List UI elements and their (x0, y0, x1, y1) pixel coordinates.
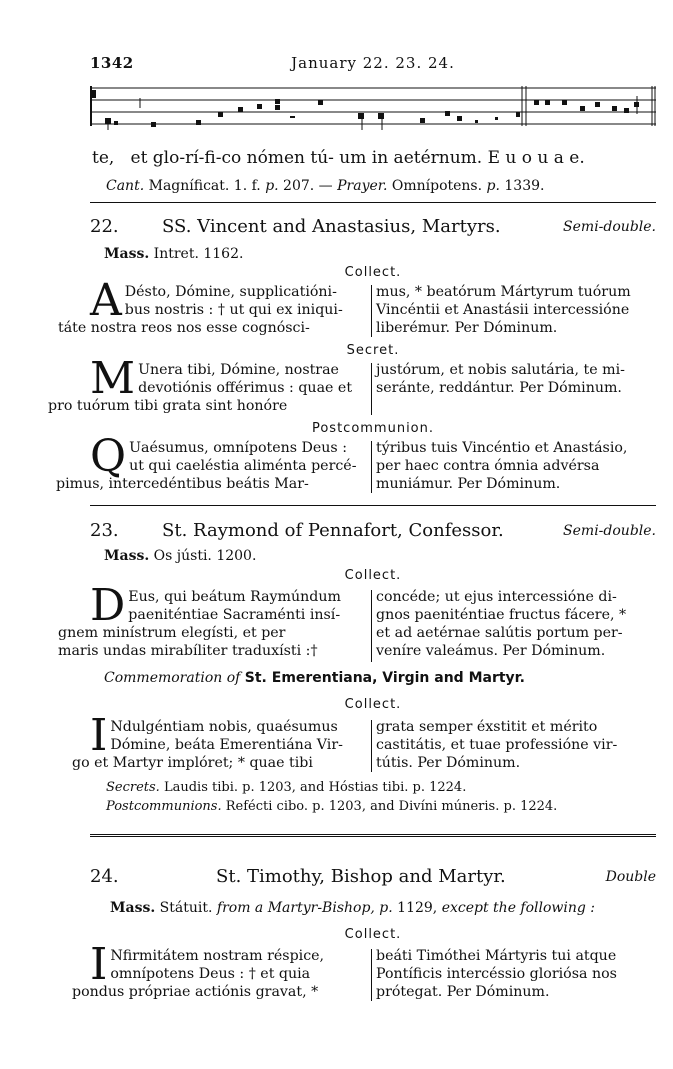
text-line: et ad aetérnae salútis portum per- (376, 625, 623, 641)
text-line: pro tuórum tibi grata sint honóre (48, 398, 288, 414)
mass-label: Mass. (110, 900, 156, 916)
text-line: bus nostris : † ut qui ex iniqui- (124, 302, 343, 318)
postcommunions-label: Postcommunions. (106, 799, 222, 814)
mass-italic: from a Martyr-Bishop, p. (216, 900, 398, 916)
prayer-label: Prayer. (337, 178, 388, 194)
canticle-line (106, 178, 544, 194)
mass-label: Mass. (104, 548, 150, 564)
collect-right-column (376, 718, 656, 772)
cant-page: 207. — (278, 178, 338, 194)
text-line: Pontíficis intercéssio gloriósa nos (376, 966, 617, 982)
text-line: Unera tibi, Dómine, nostrae (138, 362, 339, 378)
page-header (90, 54, 656, 74)
text-line: beáti Timóthei Mártyris tui atque (376, 948, 617, 964)
text-line: Uaésumus, omnípotens Deus : (129, 440, 347, 456)
text-line: liberémur. Per Dóminum. (376, 320, 558, 336)
column-divider (371, 285, 372, 337)
feast-number: 24. (90, 866, 119, 887)
running-title: January 22. 23. 24. (291, 54, 455, 72)
prayer-p: p. (486, 178, 500, 194)
feast-rank: Semi-double. (563, 219, 656, 235)
chant-lyrics: te, et glo-rí-fi-co nómen tú- um in aetérnum. E u o u a e. (92, 148, 585, 168)
chant-staff (90, 82, 656, 130)
postcommunion-22 (56, 431, 656, 495)
secrets-label: Secrets. (106, 780, 160, 795)
mass-page: 1129, (397, 900, 442, 916)
text-line: Eus, qui beátum Raymúndum (128, 589, 341, 605)
initial-letter: Q (90, 431, 127, 482)
text-line: Désto, Dómine, supplicatióni- (124, 284, 337, 300)
initial-letter: D (90, 580, 126, 631)
secrets-line (106, 780, 466, 795)
secrets-text: Laudis tibi. p. 1203, and Hóstias tibi. p. 1224. (159, 780, 467, 795)
secret-heading: Secret. (346, 343, 400, 358)
collect-left-column (72, 710, 366, 772)
feast-number: 22. (90, 216, 119, 237)
text-line: devotiónis offérimus : quae et (138, 380, 353, 396)
mass-italic-2: except the following : (441, 900, 596, 916)
mass-line-23 (104, 548, 256, 564)
initial-letter: I (90, 710, 108, 761)
text-line: muniámur. Per Dóminum. (376, 476, 561, 492)
text-line: concéde; ut ejus intercessióne di- (376, 589, 617, 605)
column-divider (371, 949, 372, 1001)
feast-rank: Double (605, 869, 656, 885)
text-line: grata semper éxstitit et mérito (376, 719, 598, 735)
section-divider-double (90, 834, 656, 837)
text-line: paeniténtiae Sacraménti insí- (128, 607, 341, 623)
collect-23 (58, 580, 656, 664)
text-line: castitátis, et tuae professióne vir- (376, 737, 618, 753)
column-divider (371, 363, 372, 415)
mass-text: Os jústi. 1200. (149, 548, 257, 564)
postcommunions-text: Refécti cibo. p. 1203, and Divíni múneris. p. 1224. (221, 799, 558, 814)
commemoration-label: Commemoration of (104, 670, 245, 686)
text-line: seránte, reddántur. Per Dóminum. (376, 380, 622, 396)
text-line: gnos paeniténtiae fructus fácere, * (376, 607, 627, 623)
collect-heading: Collect. (344, 265, 402, 280)
collect-right-column (376, 588, 656, 660)
text-line: Nfirmitátem nostram réspice, (110, 948, 325, 964)
page-number: 1342 (90, 54, 134, 72)
text-line: týribus tuis Vincéntio et Anastásio, (376, 440, 628, 456)
text-line: tútis. Per Dóminum. (376, 755, 521, 771)
text-line: justórum, et nobis salutária, te mi- (376, 362, 625, 378)
text-line: go et Martyr implóret; * quae tibi (72, 755, 313, 771)
text-line: gnem minístrum elegísti, et per (58, 625, 286, 641)
secret-right-column (376, 361, 656, 397)
text-line: Ndulgéntiam nobis, quaésumus (110, 719, 338, 735)
text-line: per haec contra ómnia advérsa (376, 458, 600, 474)
collect-left-column (58, 580, 366, 660)
section-divider (90, 505, 656, 506)
feast-number: 23. (90, 520, 119, 541)
feast-title: St. Timothy, Bishop and Martyr. (216, 866, 506, 887)
collect-24 (72, 939, 656, 1003)
secret-left-column (48, 353, 366, 415)
collect-heading: Collect. (344, 697, 402, 712)
postcommunion-heading: Postcommunion. (311, 421, 435, 436)
collect-heading: Collect. (344, 927, 402, 942)
section-divider (90, 202, 656, 203)
mass-text: Intret. 1162. (149, 246, 244, 262)
initial-letter: I (90, 939, 108, 990)
postcommunion-left-column (56, 431, 366, 493)
cant-p: p. (265, 178, 279, 194)
mass-line-24 (110, 900, 595, 916)
mass-line-22 (104, 246, 243, 262)
commemoration-title: St. Emerentiana, Virgin and Martyr. (244, 670, 525, 686)
commemoration-collect (72, 710, 656, 774)
feast-title: St. Raymond of Pennafort, Confessor. (162, 520, 504, 541)
text-line: mus, * beatórum Mártyrum tuórum (376, 284, 631, 300)
mass-text: Státuit. (155, 900, 217, 916)
text-line: táte nostra reos nos esse cognósci- (58, 320, 310, 336)
collect-left-column (58, 275, 366, 337)
collect-left-column (72, 939, 366, 1001)
text-line: maris undas mirabíliter traduxísti :† (58, 643, 318, 659)
text-line: Dómine, beáta Emerentiána Vir- (110, 737, 343, 753)
prayer-page: 1339. (499, 178, 545, 194)
initial-letter: M (90, 353, 136, 404)
text-line: omnípotens Deus : † et quia (110, 966, 311, 982)
cant-label: Cant. (106, 178, 145, 194)
text-line: prótegat. Per Dóminum. (376, 984, 550, 1000)
collect-right-column (376, 947, 656, 1001)
column-divider (371, 720, 372, 772)
postcommunion-right-column (376, 439, 656, 493)
column-divider (371, 441, 372, 493)
column-divider (371, 590, 372, 662)
text-line: ut qui caeléstia aliménta percé- (129, 458, 357, 474)
collect-22 (58, 275, 656, 339)
prayer-text: Omnípotens. (387, 178, 487, 194)
postcommunions-line (106, 799, 557, 814)
collect-right-column (376, 283, 656, 337)
secret-22 (48, 353, 656, 417)
commemoration-line (104, 670, 525, 686)
text-line: Vincéntii et Anastásii intercessióne (376, 302, 630, 318)
feast-rank: Semi-double. (563, 523, 656, 539)
text-line: pimus, intercedéntibus beátis Mar- (56, 476, 309, 492)
mass-label: Mass. (104, 246, 150, 262)
initial-letter: A (90, 275, 122, 326)
cant-text: Magníficat. 1. f. (144, 178, 266, 194)
feast-title: SS. Vincent and Anastasius, Martyrs. (162, 216, 501, 237)
text-line: pondus própriae actiónis gravat, * (72, 984, 319, 1000)
collect-heading: Collect. (344, 568, 402, 583)
text-line: veníre valeámus. Per Dóminum. (376, 643, 606, 659)
